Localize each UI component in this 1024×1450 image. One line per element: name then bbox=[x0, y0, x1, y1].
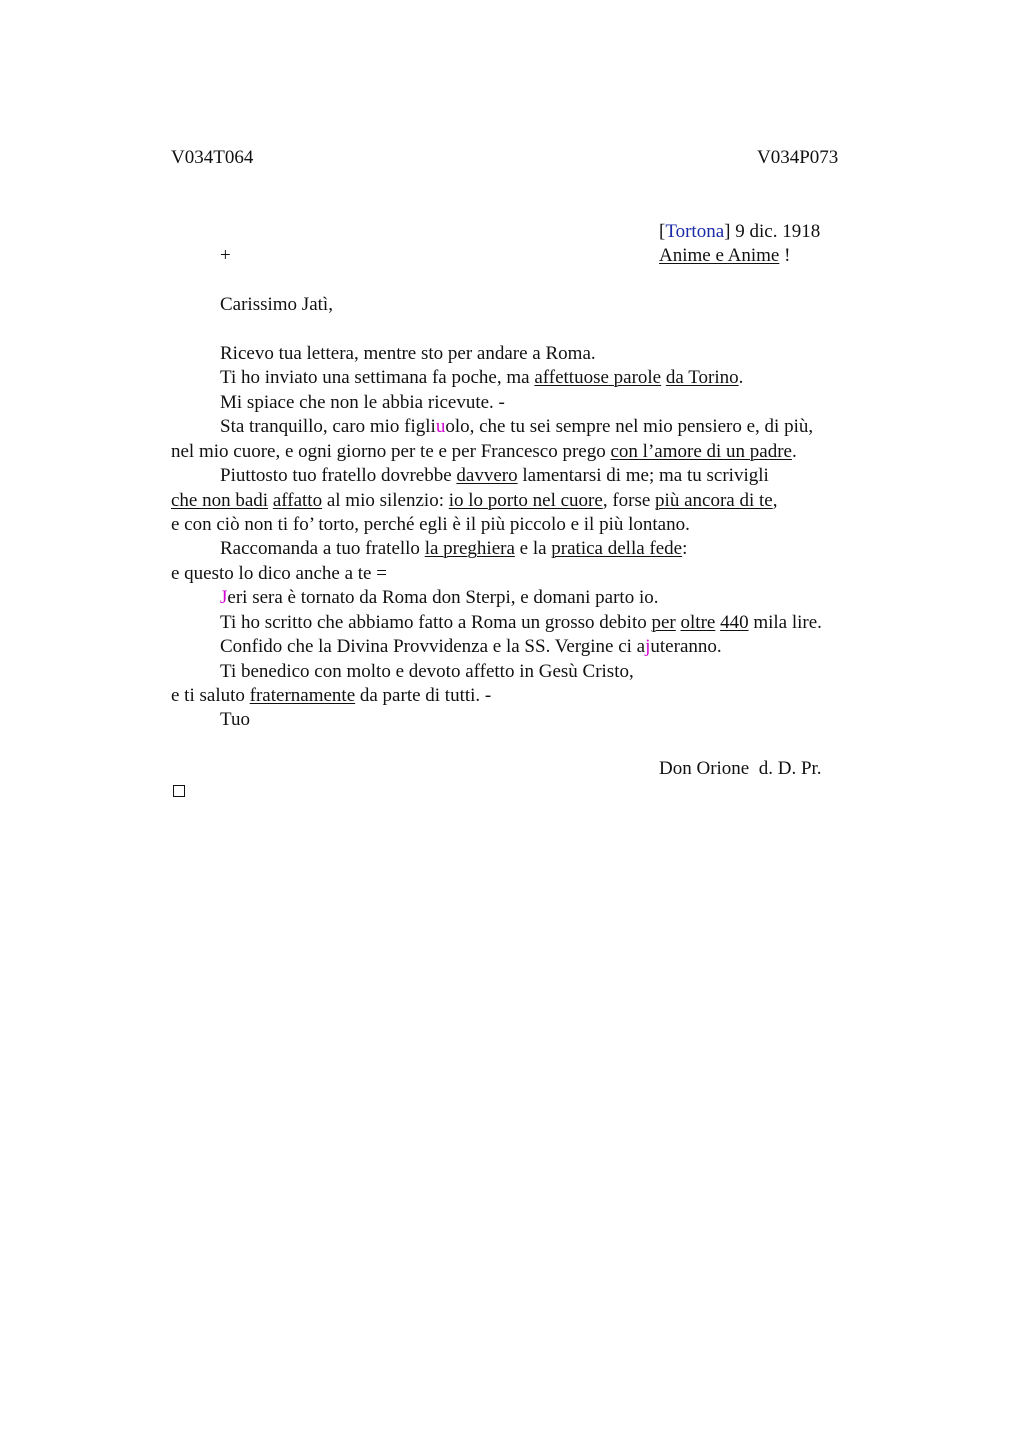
body-line-14: Ti benedico con molto e devoto affetto in Gesù Cristo, bbox=[220, 661, 634, 682]
text-run: . bbox=[791, 441, 797, 462]
text-run: Sta tranquillo, caro mio figli bbox=[220, 416, 436, 437]
text-run: olo, che tu sei sempre nel mio pensiero e, di più, bbox=[445, 416, 814, 437]
body-line-11 bbox=[220, 586, 658, 610]
body-line-6 bbox=[220, 464, 769, 488]
underlined-text: pratica della fede bbox=[551, 538, 683, 559]
place-name: Tortona bbox=[665, 221, 725, 242]
body-line-3: Mi spiace che non le abbia ricevute. - bbox=[220, 392, 505, 413]
underlined-text: davvero bbox=[456, 465, 518, 486]
underlined-text: con l’amore di un padre bbox=[610, 441, 792, 462]
body-line-13 bbox=[220, 635, 722, 659]
text-run: e ti saluto bbox=[171, 685, 250, 706]
underlined-text: affettuose parole bbox=[534, 367, 662, 388]
underlined-text: io lo porto nel cuore bbox=[448, 490, 603, 511]
underlined-text: da Torino bbox=[665, 367, 739, 388]
text-run: , forse bbox=[602, 490, 656, 511]
text-run: Confido che la Divina Provvidenza e la SS. Vergine ci a bbox=[220, 636, 646, 657]
motto bbox=[659, 244, 790, 268]
text-run: Raccomanda a tuo fratello bbox=[220, 538, 425, 559]
text-run: Ti ho inviato una settimana fa poche, ma bbox=[220, 367, 535, 388]
body-line-4 bbox=[220, 415, 813, 439]
motto-exclaim: ! bbox=[779, 245, 791, 266]
body-line-5 bbox=[171, 440, 797, 464]
body-line-2 bbox=[220, 366, 743, 390]
correction-mark: J bbox=[220, 587, 228, 608]
bracket-open: [ bbox=[659, 221, 666, 242]
body-line-10: e questo lo dico anche a te = bbox=[171, 563, 387, 584]
text-run: lamentarsi di me; ma tu scrivigli bbox=[517, 465, 769, 486]
text-run: mila lire. bbox=[748, 612, 822, 633]
underlined-text: per bbox=[651, 612, 676, 633]
text-run: da parte di tutti. - bbox=[355, 685, 492, 706]
signature: Don Orione d. D. Pr. bbox=[659, 758, 822, 779]
text-run: : bbox=[682, 538, 688, 559]
archive-code-left: V034T064 bbox=[171, 147, 254, 168]
underlined-text: affatto bbox=[272, 490, 323, 511]
salutation: Carissimo Jatì, bbox=[220, 294, 333, 315]
correction-mark: u bbox=[435, 416, 446, 437]
dateline bbox=[659, 220, 820, 244]
body-line-1: Ricevo tua lettera, mentre sto per andare a Roma. bbox=[220, 343, 596, 364]
correction-mark: j bbox=[645, 636, 651, 657]
text-run: Ti ho scritto che abbiamo fatto a Roma un grosso debito bbox=[220, 612, 652, 633]
cross-symbol: + bbox=[220, 245, 231, 266]
body-line-7 bbox=[171, 489, 777, 513]
closing-word: Tuo bbox=[220, 709, 250, 730]
body-line-8: e con ciò non ti fo’ torto, perché egli è il più piccolo e il più lontano. bbox=[171, 514, 690, 535]
text-run: . bbox=[738, 367, 744, 388]
underlined-text: più ancora di te bbox=[655, 490, 773, 511]
motto-text: Anime e Anime bbox=[659, 245, 780, 266]
underlined-text: che non badi bbox=[171, 490, 269, 511]
text-run: , bbox=[772, 490, 778, 511]
underlined-text: oltre bbox=[680, 612, 716, 633]
underlined-text: 440 bbox=[720, 612, 749, 633]
text-run: uteranno. bbox=[650, 636, 722, 657]
text-run: e la bbox=[514, 538, 552, 559]
underlined-text: la preghiera bbox=[424, 538, 515, 559]
body-line-9 bbox=[220, 537, 687, 561]
date-text: ] 9 dic. 1918 bbox=[724, 221, 821, 242]
text-run: al mio silenzio: bbox=[322, 490, 449, 511]
text-run: Piuttosto tuo fratello dovrebbe bbox=[220, 465, 457, 486]
body-line-12 bbox=[220, 611, 822, 635]
text-run: eri sera è tornato da Roma don Sterpi, e domani parto io. bbox=[227, 587, 659, 608]
underlined-text: fraternamente bbox=[249, 685, 356, 706]
text-run: nel mio cuore, e ogni giorno per te e per Francesco prego bbox=[171, 441, 611, 462]
body-line-15 bbox=[171, 684, 491, 708]
end-square-icon bbox=[173, 785, 185, 797]
archive-code-right: V034P073 bbox=[757, 147, 839, 168]
